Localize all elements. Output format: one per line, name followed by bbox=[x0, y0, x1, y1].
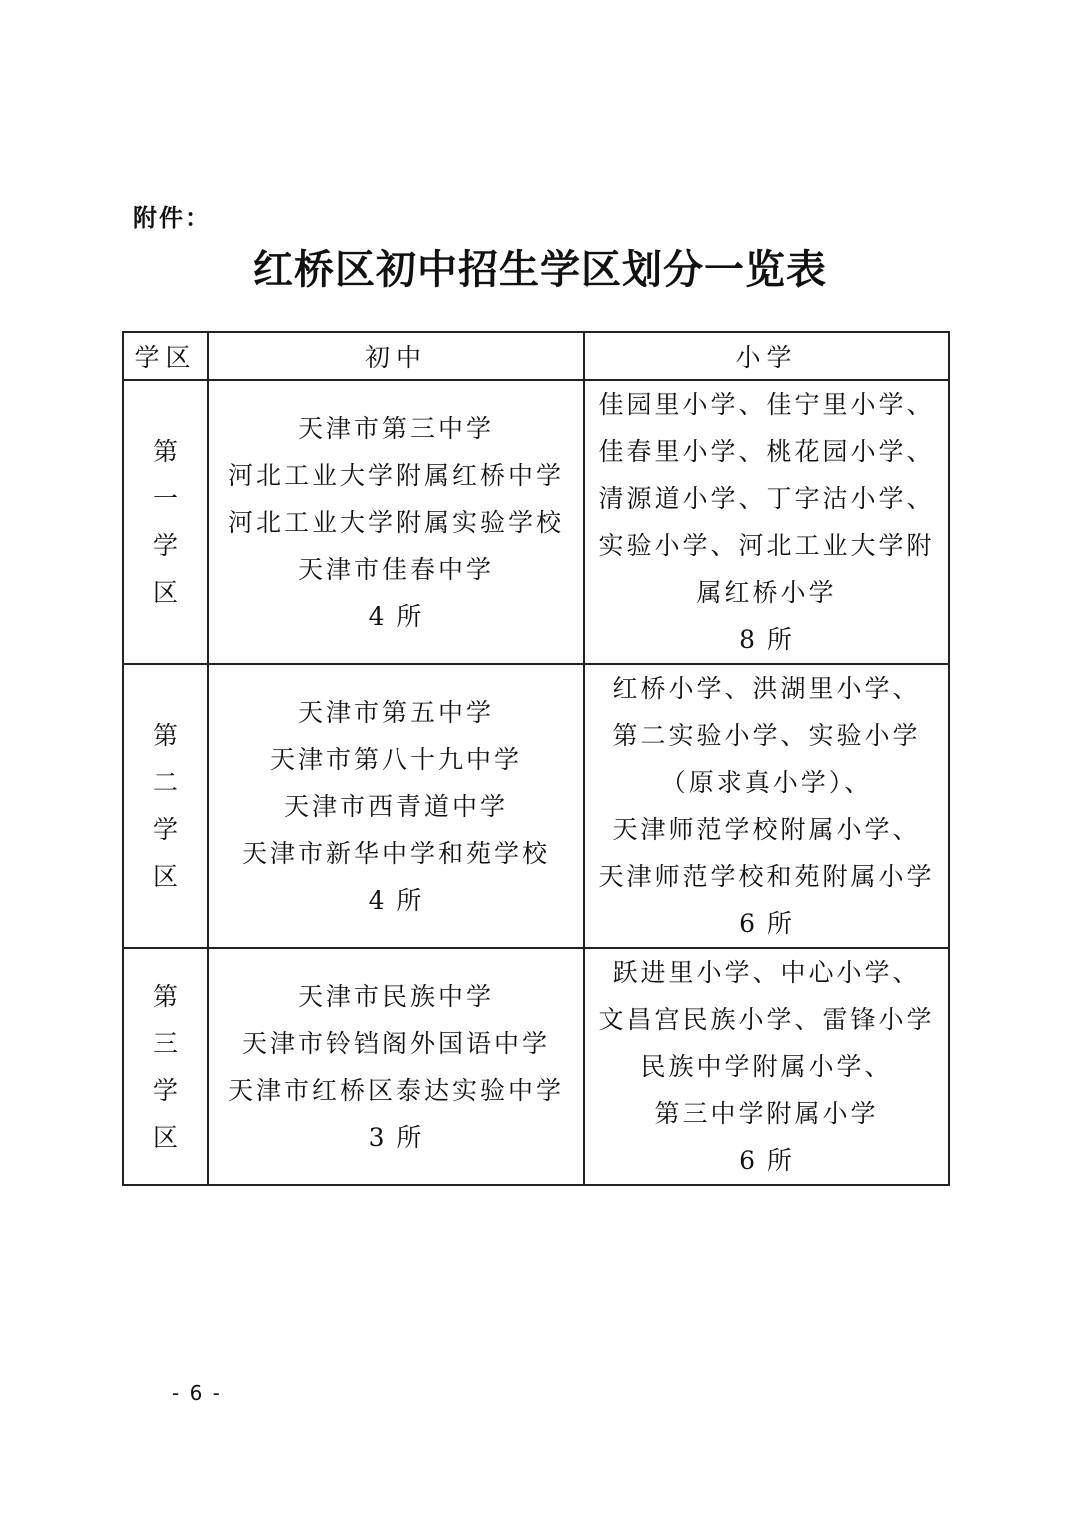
document-title: 红桥区初中招生学区划分一览表 bbox=[253, 246, 827, 293]
middle-school-name: 天津市民族中学 bbox=[297, 981, 494, 1011]
header-district bbox=[123, 332, 208, 380]
page-number: - 6 - bbox=[172, 1381, 222, 1405]
primary-school-count: 6 所 bbox=[739, 909, 794, 938]
district-char: 二 bbox=[152, 768, 178, 797]
middle-school-list bbox=[209, 973, 583, 1161]
middle-school-cell bbox=[208, 948, 584, 1185]
primary-school-cell bbox=[584, 948, 949, 1185]
primary-school-line: （原求真小学）、 bbox=[660, 768, 873, 797]
header-primary-school-label: 小学 bbox=[735, 343, 798, 372]
middle-school-name: 天津市第三中学 bbox=[297, 413, 494, 443]
primary-school-cell bbox=[584, 664, 949, 948]
primary-school-line: 第三中学附属小学 bbox=[654, 1099, 879, 1128]
middle-school-name: 天津市铃铛阁外国语中学 bbox=[241, 1028, 550, 1058]
district-char: 学 bbox=[152, 1075, 178, 1105]
district-char: 第 bbox=[152, 981, 178, 1011]
primary-school-line: 第二实验小学、实验小学 bbox=[612, 721, 921, 750]
district-name bbox=[124, 973, 207, 1161]
middle-school-name: 天津市第八十九中学 bbox=[269, 744, 522, 774]
primary-school-line: 跃进里小学、中心小学、 bbox=[612, 958, 921, 987]
table-header-row bbox=[123, 332, 949, 380]
primary-school-count: 6 所 bbox=[739, 1146, 794, 1175]
district-name bbox=[124, 712, 207, 900]
district-name bbox=[124, 428, 207, 616]
table-row bbox=[123, 380, 949, 664]
district-char: 区 bbox=[152, 862, 178, 891]
middle-school-name: 天津市第五中学 bbox=[297, 697, 494, 727]
primary-school-line: 天津师范学校附属小学、 bbox=[612, 815, 921, 844]
district-char: 学 bbox=[152, 815, 178, 844]
district-cell bbox=[123, 664, 208, 948]
middle-school-count: 4 所 bbox=[368, 601, 424, 631]
primary-school-line: 属红桥小学 bbox=[696, 578, 837, 607]
primary-school-line: 佳春里小学、桃花园小学、 bbox=[598, 437, 935, 466]
primary-school-list bbox=[585, 949, 948, 1184]
middle-school-name: 河北工业大学附属红桥中学 bbox=[227, 460, 564, 490]
district-char: 第 bbox=[152, 721, 178, 750]
primary-school-line: 清源道小学、丁字沽小学、 bbox=[598, 484, 935, 513]
middle-school-list bbox=[209, 689, 583, 924]
district-char: 第 bbox=[152, 437, 178, 466]
middle-school-name: 天津市红桥区泰达实验中学 bbox=[227, 1075, 564, 1105]
middle-school-count: 3 所 bbox=[368, 1122, 424, 1152]
primary-school-list bbox=[585, 665, 948, 947]
district-cell bbox=[123, 380, 208, 664]
primary-school-line: 佳园里小学、佳宁里小学、 bbox=[598, 390, 935, 419]
district-char: 三 bbox=[152, 1028, 178, 1058]
primary-school-line: 文昌宫民族小学、雷锋小学 bbox=[598, 1005, 935, 1034]
middle-school-name: 天津市佳春中学 bbox=[297, 554, 494, 584]
middle-school-cell bbox=[208, 664, 584, 948]
middle-school-cell bbox=[208, 380, 584, 664]
primary-school-line: 实验小学、河北工业大学附 bbox=[598, 531, 935, 560]
middle-school-name: 河北工业大学附属实验学校 bbox=[227, 507, 564, 537]
primary-school-line: 天津师范学校和苑附属小学 bbox=[598, 862, 935, 891]
middle-school-list bbox=[209, 405, 583, 640]
middle-school-name: 天津市新华中学和苑学校 bbox=[241, 838, 550, 868]
primary-school-list bbox=[585, 381, 948, 663]
district-char: 区 bbox=[152, 1122, 178, 1152]
middle-school-name: 天津市西青道中学 bbox=[283, 791, 508, 821]
district-table bbox=[122, 331, 950, 1186]
primary-school-line: 红桥小学、洪湖里小学、 bbox=[612, 674, 921, 703]
district-cell bbox=[123, 948, 208, 1185]
header-middle-school-label: 初中 bbox=[364, 343, 427, 372]
primary-school-count: 8 所 bbox=[739, 625, 794, 654]
header-middle-school bbox=[208, 332, 584, 380]
primary-school-cell bbox=[584, 380, 949, 664]
table-row bbox=[123, 664, 949, 948]
header-district-label: 学区 bbox=[134, 343, 197, 372]
district-char: 学 bbox=[152, 531, 178, 560]
attachment-label: 附件： bbox=[133, 204, 211, 232]
header-primary-school bbox=[584, 332, 949, 380]
table-row bbox=[123, 948, 949, 1185]
district-char: 一 bbox=[152, 484, 178, 513]
middle-school-count: 4 所 bbox=[368, 885, 424, 915]
district-char: 区 bbox=[152, 578, 178, 607]
primary-school-line: 民族中学附属小学、 bbox=[640, 1052, 893, 1081]
